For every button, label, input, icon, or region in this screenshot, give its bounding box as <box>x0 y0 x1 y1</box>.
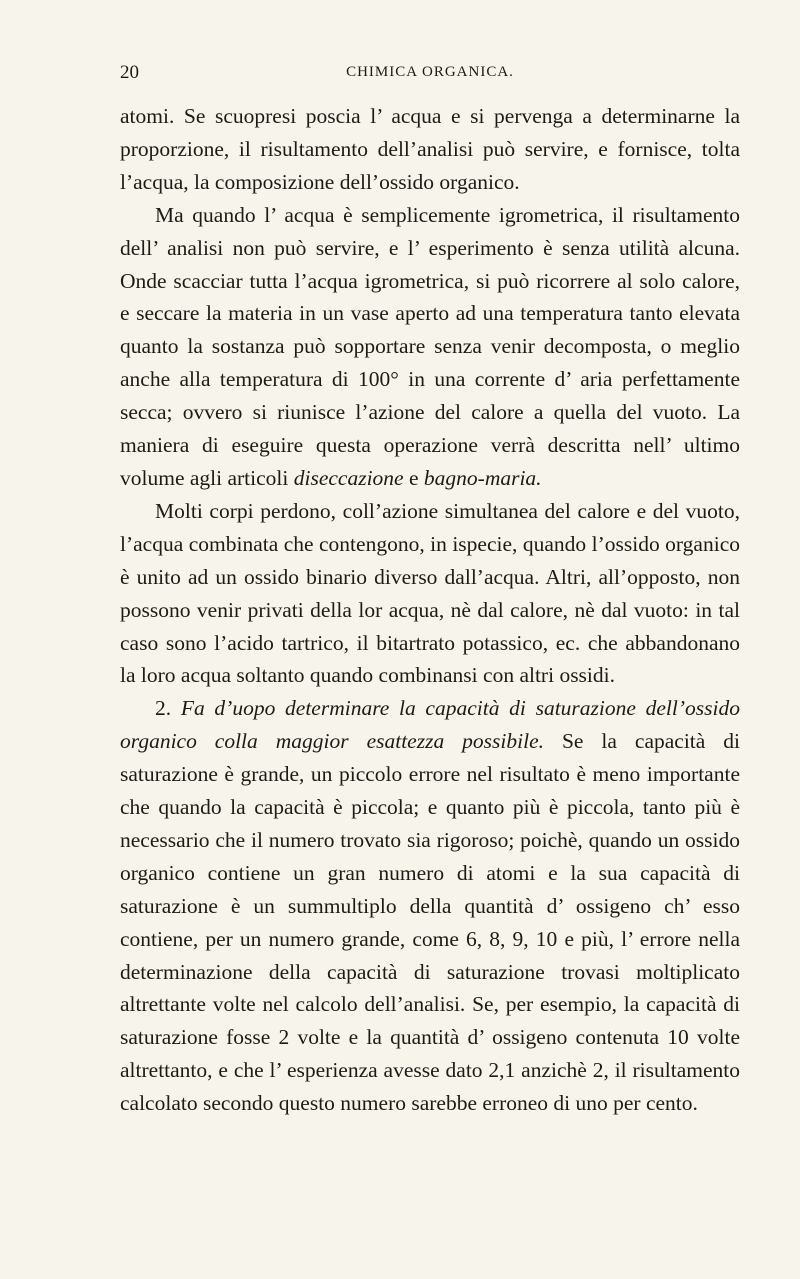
paragraph-2 <box>120 199 740 495</box>
section-number: 2. <box>155 696 181 721</box>
text-segment: e <box>403 465 424 490</box>
italic-term: bagno-maria. <box>423 465 542 490</box>
body-text <box>120 100 740 1120</box>
page-number: 20 <box>120 62 139 83</box>
text-segment: atomi. Se scuopresi poscia l’ acqua e si pervenga a determinarne la proporzione, il risultamento dell’analisi può servire, e fornisce, tolta l’acqua, la composizione dell’ossido organico. <box>120 104 740 194</box>
italic-heading: Fa d’uopo determinare la capacità di saturazione dell’ossido organico colla maggior esattezza possibile. <box>120 696 740 754</box>
text-segment: Molti corpi perdono, coll’azione simultanea del calore e del vuoto, l’acqua combinata che contengono, in ispecie, quando l’ossido organico è unito ad un ossido binario diverso dall’acqua. Altri, all’opposto, non possono venir privati della lor acqua, nè dal calore, nè dal vuoto: in tal caso sono l’acido tartrico, il bitartrato potassico, ec. che abbandonano la loro acqua soltanto quando combinansi con altri ossidi. <box>120 498 740 688</box>
paragraph-1 <box>120 100 740 199</box>
text-segment: Se la capacità di saturazione è grande, un piccolo errore nel risultato è meno importante che quando la capacità è piccola; e quanto più è piccola, tanto più è necessario che il numero trovato sia rigoroso; poichè, quando un ossido organico contiene un gran numero di atomi e la sua capacità di saturazione è un summultiplo della quantità d’ ossigeno ch’ esso contiene, per un numero grande, come 6, 8, 9, 10 e più, l’ errore nella determinazione della capacità di saturazione trovasi moltiplicato altrettante volte nel calcolo dell’analisi. Se, per esempio, la capacità di saturazione fosse 2 volte e la quantità d’ ossigeno contenuta 10 volte altrettanto, e che l’ esperienza avesse dato 2,1 anzichè 2, il risultamento calcolato secondo questo numero sarebbe erroneo di uno per cento. <box>120 729 740 1116</box>
paragraph-3 <box>120 495 740 692</box>
paragraph-4 <box>120 692 740 1120</box>
italic-term: diseccazione <box>293 465 404 490</box>
header-title: CHIMICA ORGANICA. <box>346 64 514 80</box>
text-segment: Ma quando l’ acqua è semplicemente igrometrica, il risultamento dell’ analisi non può servire, e l’ esperimento è senza utilità alcuna. Onde scacciar tutta l’acqua igrometrica, si può ricorrere al solo calore, e seccare la materia in un vase aperto ad una temperatura tanto elevata quanto la sostanza può sopportare senza venir decomposta, o meglio anche alla temperatura di 100° in una corrente d’ aria perfettamente secca; ovvero si riunisce l’azione del calore a quella del vuoto. La maniera di eseguire questa operazione verrà descritta nell’ ultimo volume agli articoli <box>120 202 740 490</box>
running-head <box>120 62 740 92</box>
